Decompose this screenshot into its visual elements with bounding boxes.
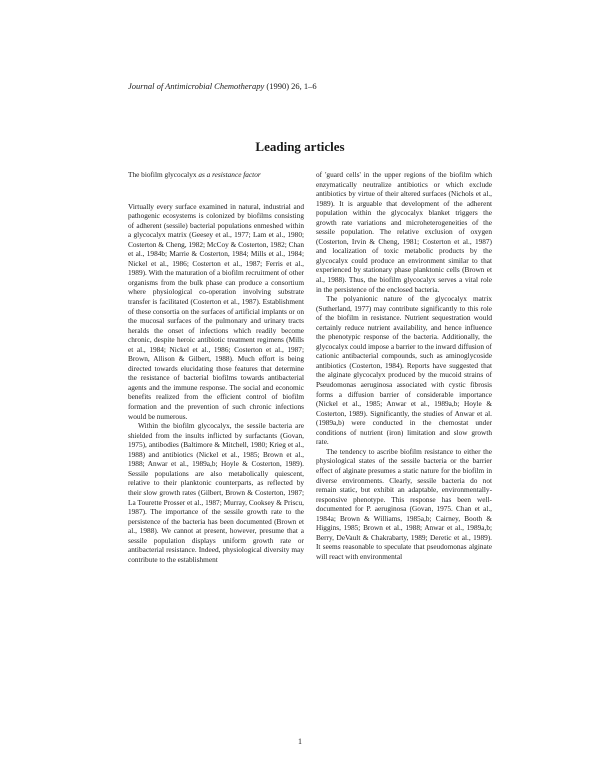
right-paragraph-3: The tendency to ascribe biofilm resistance to either the physiological states of the sessile bacteria or the barrier effect of alginate presumes a static nature for the biofilm in diverse environments. Clearly, sessile bacteria do not remain static, but exhibit an adaptable, environmentally-responsive phenotype. This response has been well-documented for P. aeruginosa (Govan, 1975. Chan et al., 1984a; Brown & Williams, 1985a,b; Cairney, Booth & Higgins, 1985; Brown et al., 1988; Anwar et al., 1989a,b; Berry, DeVault & Chakrabarty, 1989; Deretic et al., 1989). It seems reasonable to speculate that pseudomonas alginate will react with environmental xyxy=(316,446,492,561)
section-title: Leading articles xyxy=(255,139,345,154)
left-paragraph-1: Virtually every surface examined in natural, industrial and pathogenic ecosystems is colonized by biofilms consisting of adherent (sessile) bacterial populations enmeshed within a glycocalyx matrix (Geesey et al., 1977; Lam et al., 1980; Costerton & Cheng, 1982; McCoy & Costerton, 1982; Chan et al., 1984b; Marrie & Costerton, 1984; Mills et al., 1984; Nickel et al., 1986; Costerton et al., 1987; Ferris et al., 1989). With the maturation of a biofilm recruitment of other organisms from the bulk phase can produce a consortium where physiological co-operation involving substrate transfer is facilitated (Costerton et al., 1987). Establishment of these consortia on the surfaces of artificial implants or on the mucosal surfaces of the pulmonary and urinary tracts heralds the onset of infections which readily become chronic, despite heroic antibiotic treatment regimens (Mills et al., 1984; Nickel et al., 1986; Costerton et al., 1987; Brown, Allison & Gilbert, 1988). Much effort is being directed towards elucidating those features that determine the resistance of bacterial biofilms towards antibacterial agents and the immune response. The social and economic benefits realized from the efficient control of biofilm formation and the prevention of such chronic infections would be numerous. xyxy=(128,201,304,421)
right-text-column xyxy=(316,170,492,561)
right-paragraph-2: The polyanionic nature of the glycocalyx matrix (Sutherland, 1977) may contribute significantly to this role of the biofilm in resistance. Nutrient sequestration would certainly reduce nutrient availability, and hence influence the phenotypic response of the bacteria. Additionally, the glycocalyx could impose a barrier to the inward diffusion of cationic antibacterial compounds, such as aminoglycoside antibiotics (Costerton, 1984). Reports have suggested that the alginate glycocalyx produced by the mucoid strains of Pseudomonas aeruginosa associated with cystic fibrosis forms a diffusion barrier of considerable importance (Nickel et al., 1985; Anwar et al., 1989a,b; Hoyle & Costerton, 1989). Significantly, the studies of Anwar et al. (1989a,b) were conducted in the chemostat under conditions of nutrient (iron) limitation and slow growth rate. xyxy=(316,294,492,447)
left-paragraph-2: Within the biofilm glycocalyx, the sessile bacteria are shielded from the insults inflicted by surfactants (Govan, 1975), antibodies (Baltimore & Mitchell, 1980; Krieg et al., 1988) and antibiotics (Nickel et al., 1985; Brown et al., 1988; Anwar et al., 1989a,b; Hoyle & Costerton, 1989). Sessile populations are also metabolically quiescent, relative to their planktonic counterparts, as reflected by their slow growth rates (Gilbert, Brown & Costerton, 1987; La Tourette Prosser et al., 1987; Murray, Cooksey & Priscu, 1987). The importance of the sessile growth rate to the persistence of the bacteria has been documented (Brown et al., 1988). We cannot at present, however, presume that a sessile population displays uniform growth rate or antibacterial resistance. Indeed, physiological diversity may contribute to the establishment xyxy=(128,421,304,564)
article-title-italic: as a resistance factor xyxy=(198,170,261,179)
article-title xyxy=(128,170,304,180)
page-number: 1 xyxy=(298,737,302,746)
journal-name: Journal of Antimicrobial Chemotherapy xyxy=(128,81,265,91)
left-text-column xyxy=(128,170,304,564)
right-paragraph-1: of 'guard cells' in the upper regions of the biofilm which enzymatically neutralize antibiotics or which exclude antibiotics by virtue of their altered surfaces (Nichols et al., 1989). It is arguable that development of the adherent population within the glycocalyx blanket triggers the growth rate variations and microheterogeneities of the sessile population. The relative exclusion of oxygen (Costerton, Irvin & Cheng, 1981; Costerton et al., 1987) and localization of toxic metabolic products by the glycocalyx could produce an environment similar to that experienced by stationary phase planktonic cells (Brown et al., 1988). Thus, the biofilm glycocalyx serves a vital role in the persistence of the enclosed bacteria. xyxy=(316,170,492,294)
journal-citation-line xyxy=(128,81,317,91)
article-title-roman: The biofilm glycocalyx xyxy=(128,170,199,179)
journal-volume-pages: (1990) 26, 1–6 xyxy=(264,81,317,91)
